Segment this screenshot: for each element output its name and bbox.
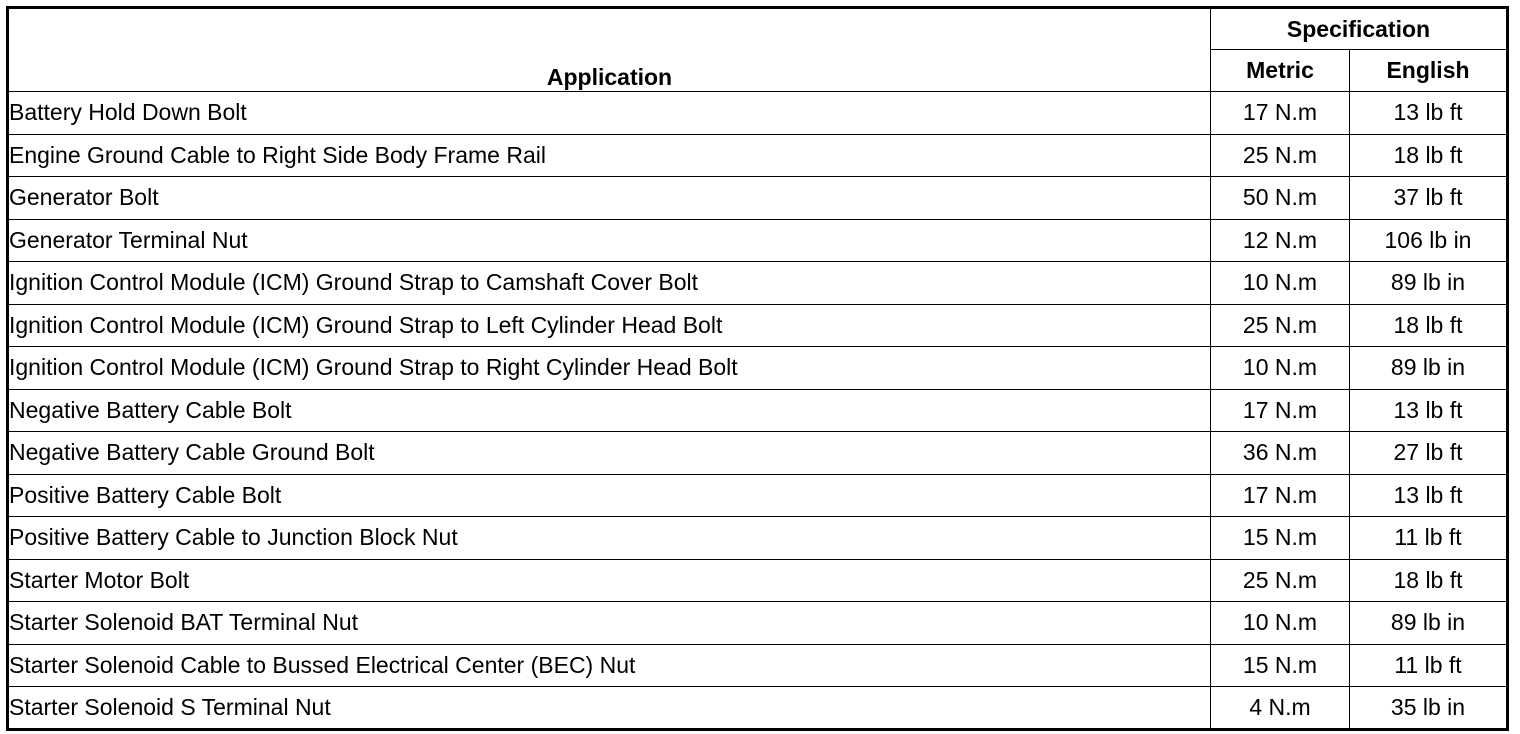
application-cell: Positive Battery Cable Bolt: [8, 474, 1211, 517]
application-cell: Starter Solenoid BAT Terminal Nut: [8, 602, 1211, 645]
english-value-cell: 106 lb in: [1350, 219, 1508, 262]
application-cell: Starter Solenoid S Terminal Nut: [8, 687, 1211, 730]
application-cell: Ignition Control Module (ICM) Ground Strap to Right Cylinder Head Bolt: [8, 347, 1211, 390]
table-row: [8, 687, 1508, 730]
english-value-cell: 89 lb in: [1350, 262, 1508, 305]
table-body: [8, 92, 1508, 730]
english-value-cell: 13 lb ft: [1350, 92, 1508, 135]
table-row: [8, 262, 1508, 305]
english-value-cell: 13 lb ft: [1350, 474, 1508, 517]
english-value-cell: 13 lb ft: [1350, 389, 1508, 432]
english-value-cell: 89 lb in: [1350, 347, 1508, 390]
metric-value-cell: 25 N.m: [1211, 559, 1350, 602]
application-cell: Positive Battery Cable to Junction Block Nut: [8, 517, 1211, 560]
application-cell: Ignition Control Module (ICM) Ground Strap to Camshaft Cover Bolt: [8, 262, 1211, 305]
english-value-cell: 37 lb ft: [1350, 177, 1508, 220]
table-row: [8, 177, 1508, 220]
specification-column-header: Specification: [1211, 8, 1508, 50]
table-row: [8, 304, 1508, 347]
table-row: [8, 559, 1508, 602]
application-cell: Starter Solenoid Cable to Bussed Electrical Center (BEC) Nut: [8, 644, 1211, 687]
english-column-header: English: [1350, 50, 1508, 92]
metric-value-cell: 17 N.m: [1211, 389, 1350, 432]
table-row: [8, 644, 1508, 687]
english-value-cell: 35 lb in: [1350, 687, 1508, 730]
english-value-cell: 89 lb in: [1350, 602, 1508, 645]
metric-value-cell: 25 N.m: [1211, 304, 1350, 347]
application-cell: Negative Battery Cable Bolt: [8, 389, 1211, 432]
english-value-cell: 18 lb ft: [1350, 134, 1508, 177]
metric-column-header: Metric: [1211, 50, 1350, 92]
application-cell: Starter Motor Bolt: [8, 559, 1211, 602]
table-row: [8, 432, 1508, 475]
metric-value-cell: 25 N.m: [1211, 134, 1350, 177]
application-cell: Engine Ground Cable to Right Side Body Frame Rail: [8, 134, 1211, 177]
fastener-specification-table: [6, 6, 1509, 731]
header-row-top: [8, 8, 1508, 50]
metric-value-cell: 10 N.m: [1211, 347, 1350, 390]
table-row: [8, 219, 1508, 262]
table-header: [8, 8, 1508, 92]
table-row: [8, 389, 1508, 432]
application-column-header: Application: [8, 8, 1211, 92]
english-value-cell: 18 lb ft: [1350, 559, 1508, 602]
metric-value-cell: 15 N.m: [1211, 517, 1350, 560]
metric-value-cell: 10 N.m: [1211, 602, 1350, 645]
table-row: [8, 474, 1508, 517]
metric-value-cell: 17 N.m: [1211, 474, 1350, 517]
english-value-cell: 11 lb ft: [1350, 517, 1508, 560]
application-cell: Negative Battery Cable Ground Bolt: [8, 432, 1211, 475]
table-row: [8, 517, 1508, 560]
metric-value-cell: 10 N.m: [1211, 262, 1350, 305]
metric-value-cell: 15 N.m: [1211, 644, 1350, 687]
table-row: [8, 92, 1508, 135]
table-row: [8, 347, 1508, 390]
english-value-cell: 27 lb ft: [1350, 432, 1508, 475]
table-row: [8, 134, 1508, 177]
application-cell: Battery Hold Down Bolt: [8, 92, 1211, 135]
english-value-cell: 18 lb ft: [1350, 304, 1508, 347]
metric-value-cell: 50 N.m: [1211, 177, 1350, 220]
english-value-cell: 11 lb ft: [1350, 644, 1508, 687]
application-cell: Generator Bolt: [8, 177, 1211, 220]
metric-value-cell: 17 N.m: [1211, 92, 1350, 135]
application-cell: Generator Terminal Nut: [8, 219, 1211, 262]
application-cell: Ignition Control Module (ICM) Ground Strap to Left Cylinder Head Bolt: [8, 304, 1211, 347]
metric-value-cell: 4 N.m: [1211, 687, 1350, 730]
table-row: [8, 602, 1508, 645]
metric-value-cell: 12 N.m: [1211, 219, 1350, 262]
metric-value-cell: 36 N.m: [1211, 432, 1350, 475]
